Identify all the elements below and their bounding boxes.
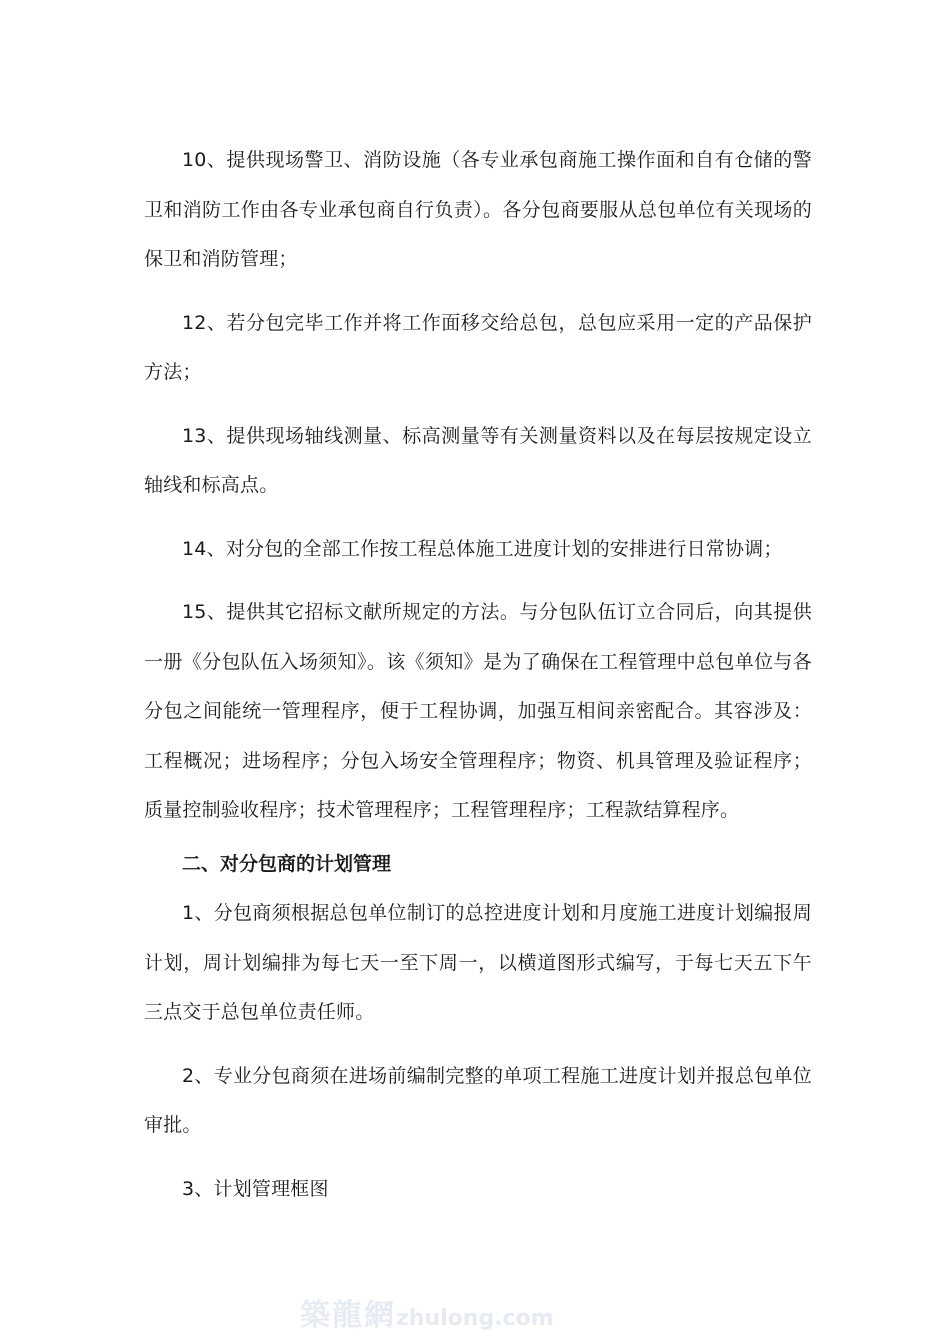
document-body	[144, 136, 812, 1214]
section-paragraph-2: 2、专业分包商须在进场前编制完整的单项工程施工进度计划并报总包单位审批。	[144, 1064, 812, 1136]
section-paragraph-3: 3、计划管理框图	[182, 1177, 329, 1200]
paragraph-item-15: 15、提供其它招标文献所规定的方法。与分包队伍订立合同后，向其提供一册《分包队伍入场须知》。该《须知》是为了确保在工程管理中总包单位与各分包之间能统一管理程序，便于工程协调，加强互相间亲密配合。其容涉及：工程概况；进场程序；分包入场安全管理程序；物资、机具管理及验证程序；质量控制验收程序；技术管理程序；工程管理程序；工程款结算程序。	[144, 601, 812, 821]
watermark-chinese: 築龍網	[300, 1298, 396, 1333]
paragraph-item-13: 13、提供现场轴线测量、标高测量等有关测量资料以及在每层按规定设立轴线和标高点。	[144, 424, 812, 496]
section-paragraph-1: 1、分包商须根据总包单位制订的总控进度计划和月度施工进度计划编报周计划，周计划编排为每七天一至下周一，以横道图形式编写，于每七天五下午三点交于总包单位责任师。	[144, 902, 812, 1023]
watermark-logo	[300, 1290, 700, 1344]
paragraph-item-10: 10、提供现场警卫、消防设施（各专业承包商施工操作面和自有仓储的警卫和消防工作由各专业承包商自行负责）。各分包商要服从总包单位有关现场的保卫和消防管理；	[144, 149, 812, 270]
paragraph-item-14: 14、对分包的全部工作按工程总体施工进度计划的安排进行日常协调；	[182, 537, 783, 560]
section-heading: 二、对分包商的计划管理	[182, 852, 392, 875]
watermark-latin: zhulong.com	[396, 1306, 554, 1331]
paragraph-item-12: 12、若分包完毕工作并将工作面移交给总包，总包应采用一定的产品保护方法；	[144, 311, 812, 383]
